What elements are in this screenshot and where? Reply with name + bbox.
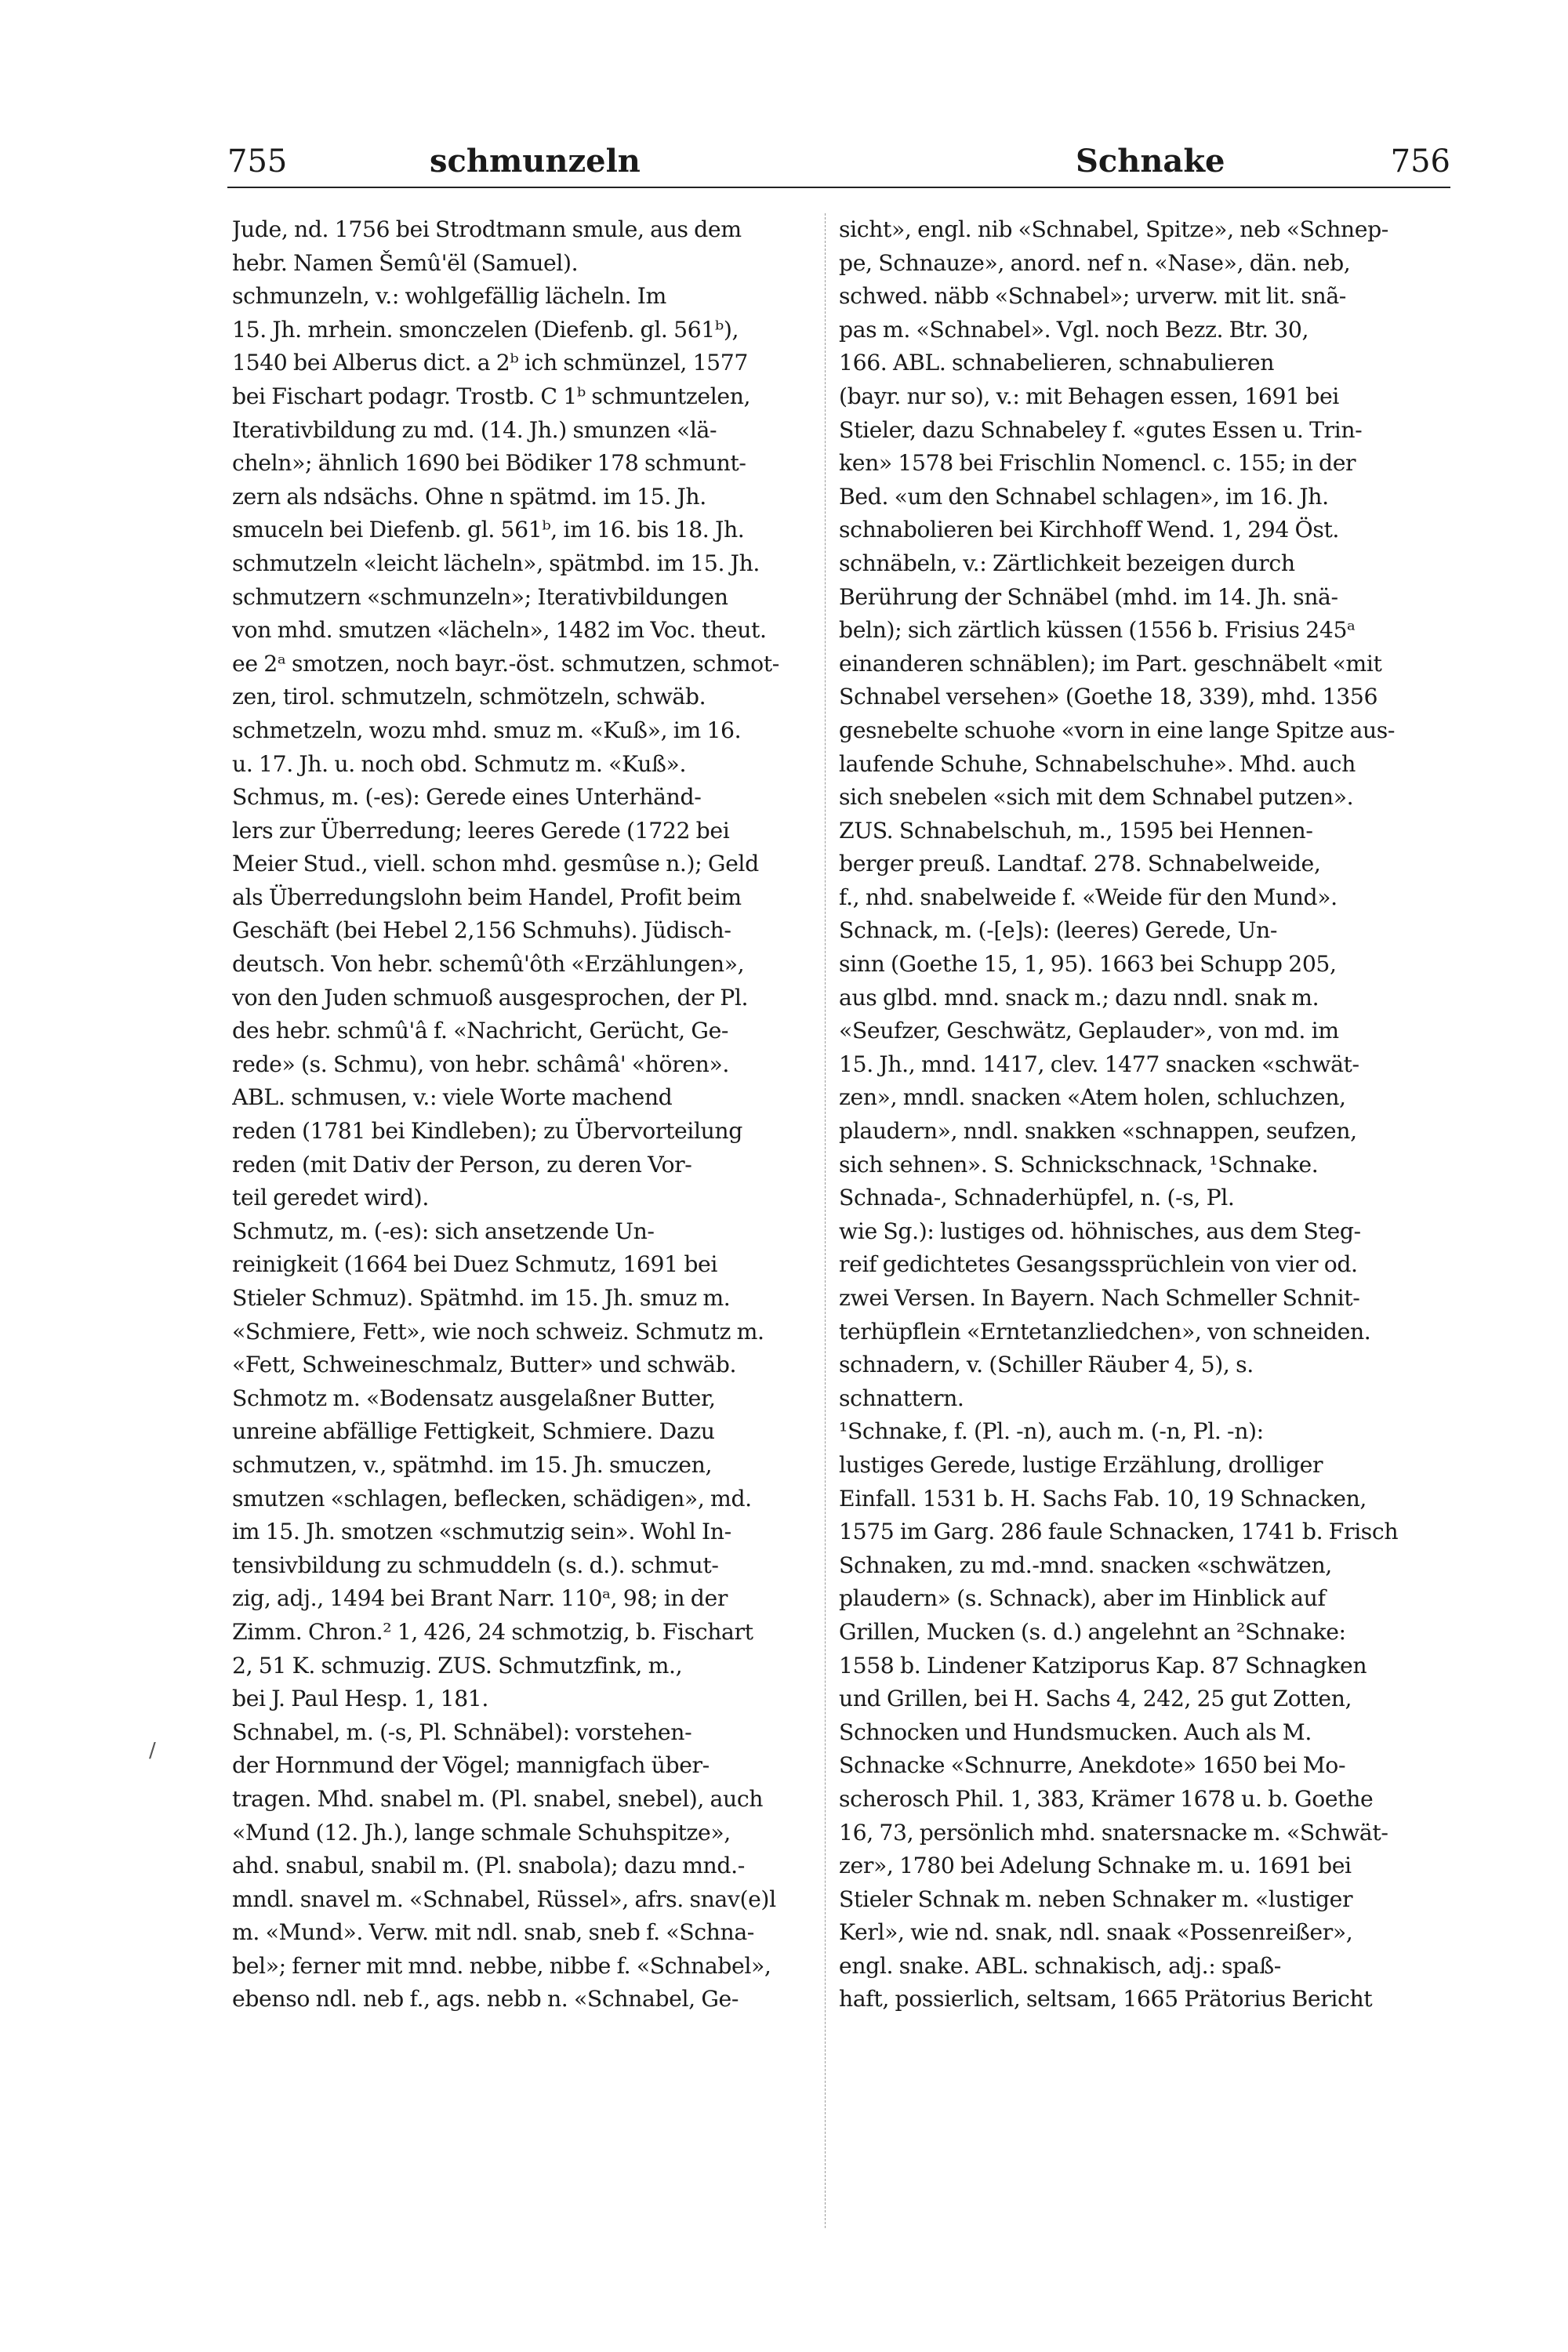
text-line: Stieler Schmuz). Spätmhd. im 15. Jh. smuz m. bbox=[232, 1285, 731, 1311]
text-line: rede» (s. Schmu), von hebr. schâmâ' «hören». bbox=[232, 1051, 729, 1077]
text-line: schmetzeln, wozu mhd. smuz m. «Kuß», im 16. bbox=[232, 717, 742, 743]
text-line: 1540 bei Alberus dict. a 2ᵇ ich schmünzel, 1577 bbox=[232, 350, 748, 376]
text-line: schnadern, v. (Schiller Räuber 4, 5), s. bbox=[839, 1352, 1254, 1378]
text-line: reif gedichtetes Gesangssprüchlein von vier od. bbox=[839, 1251, 1358, 1278]
text-line: 15. Jh. mrhein. smonczelen (Diefenb. gl. 561ᵇ), bbox=[232, 316, 739, 343]
text-line: ken» 1578 bei Frischlin Nomencl. c. 155; in der bbox=[839, 450, 1356, 477]
text-line: pe, Schnauze», anord. nef n. «Nase», dän. neb, bbox=[839, 249, 1351, 276]
text-line: gesnebelte schuohe «vorn in eine lange Spitze aus- bbox=[839, 717, 1396, 743]
text-line: des hebr. schmû'â f. «Nachricht, Gerücht, Ge- bbox=[232, 1018, 729, 1044]
text-line: und Grillen, bei H. Sachs 4, 242, 25 gut Zotten, bbox=[839, 1686, 1352, 1712]
text-line: Meier Stud., viell. schon mhd. gesmûse n.); Geld bbox=[232, 851, 759, 877]
text-line: lustiges Gerede, lustige Erzählung, drolliger bbox=[839, 1451, 1323, 1478]
text-line: zern als ndsächs. Ohne n spätmd. im 15. Jh. bbox=[232, 483, 706, 510]
text-line: Geschäft (bei Hebel 2,156 Schmuhs). Jüdisch- bbox=[232, 917, 731, 944]
text-line: Schnada-, Schnaderhüpfel, n. (-s, Pl. bbox=[839, 1185, 1235, 1211]
text-line: tensivbildung zu schmuddeln (s. d.). schmut- bbox=[232, 1552, 719, 1578]
text-line: einanderen schnäblen); im Part. geschnäbelt «mit bbox=[839, 650, 1382, 677]
left-column bbox=[232, 213, 814, 2016]
text-line: im 15. Jh. smotzen «schmutzig sein». Wohl In- bbox=[232, 1519, 731, 1545]
text-line: Jude, nd. 1756 bei Strodtmann smule, aus dem bbox=[232, 216, 742, 242]
text-line: berger preuß. Landtaf. 278. Schnabelweide, bbox=[839, 851, 1321, 877]
text-line: Schnacke «Schnurre, Anekdote» 1650 bei Mo- bbox=[839, 1752, 1346, 1779]
text-line: zen», mndl. snacken «Atem holen, schluchzen, bbox=[839, 1084, 1346, 1111]
text-line: plaudern», nndl. snakken «schnappen, seufzen, bbox=[839, 1118, 1357, 1145]
text-line: deutsch. Von hebr. schemû'ôth «Erzählungen», bbox=[232, 951, 745, 978]
text-line: ABL. schmusen, v.: viele Worte machend bbox=[232, 1084, 673, 1111]
text-line: ebenso ndl. neb f., ags. nebb n. «Schnabel, Ge- bbox=[232, 1986, 739, 2013]
text-line: 166. ABL. schnabelieren, schnabulieren bbox=[839, 350, 1275, 376]
text-line: schnattern. bbox=[839, 1385, 964, 1411]
text-line: 16, 73, persönlich mhd. snatersnacke m. «Schwät- bbox=[839, 1819, 1388, 1846]
text-line: Schnaken, zu md.-mnd. snacken «schwätzen, bbox=[839, 1552, 1332, 1578]
text-line: terhüpflein «Erntetanzliedchen», von schneiden. bbox=[839, 1318, 1371, 1345]
text-line: Kerl», wie nd. snak, ndl. snaak «Possenreißer», bbox=[839, 1919, 1353, 1946]
text-line: zer», 1780 bei Adelung Schnake m. u. 1691 bei bbox=[839, 1853, 1352, 1879]
text-line: «Schmiere, Fett», wie noch schweiz. Schmutz m. bbox=[232, 1318, 764, 1345]
text-line: zig, adj., 1494 bei Brant Narr. 110ᵃ, 98; in der bbox=[232, 1585, 728, 1612]
text-line: Stieler, dazu Schnabeley f. «gutes Essen u. Trin- bbox=[839, 416, 1363, 443]
text-line: tragen. Mhd. snabel m. (Pl. snabel, snebel), auch bbox=[232, 1785, 764, 1812]
text-line: mndl. snavel m. «Schnabel, Rüssel», afrs. snav(e)l bbox=[232, 1886, 776, 1912]
text-line: schmutzeln «leicht lächeln», spätmbd. im 15. Jh. bbox=[232, 550, 760, 576]
text-line: scherosch Phil. 1, 383, Krämer 1678 u. b. Goethe bbox=[839, 1785, 1374, 1812]
text-line: pas m. «Schnabel». Vgl. noch Bezz. Btr. 30, bbox=[839, 316, 1309, 343]
text-line: Schnocken und Hundsmucken. Auch als M. bbox=[839, 1719, 1312, 1745]
text-line: smutzen «schlagen, beflecken, schädigen», md. bbox=[232, 1485, 752, 1512]
text-line: Iterativbildung zu md. (14. Jh.) smunzen «lä- bbox=[232, 416, 717, 443]
text-line: reinigkeit (1664 bei Duez Schmutz, 1691 bei bbox=[232, 1251, 718, 1278]
text-line: sich snebelen «sich mit dem Schnabel putzen». bbox=[839, 784, 1354, 811]
text-line: Grillen, Mucken (s. d.) angelehnt an ²Schnake: bbox=[839, 1618, 1346, 1645]
text-line: 2, 51 K. schmuzig. ZUS. Schmutzfink, m., bbox=[232, 1652, 683, 1679]
text-line: Schnabel versehen» (Goethe 18, 339), mhd. 1356 bbox=[839, 684, 1378, 710]
text-line: hebr. Namen Šemû'ël (Samuel). bbox=[232, 249, 579, 276]
text-line: ee 2ᵃ smotzen, noch bayr.-öst. schmutzen, schmot- bbox=[232, 650, 779, 677]
text-line: ahd. snabul, snabil m. (Pl. snabola); dazu mnd.- bbox=[232, 1853, 745, 1879]
text-line: teil geredet wird). bbox=[232, 1185, 429, 1211]
text-line: m. «Mund». Verw. mit ndl. snab, sneb f. «Schna- bbox=[232, 1919, 754, 1946]
text-line: von mhd. smutzen «lächeln», 1482 im Voc. theut. bbox=[232, 617, 767, 644]
running-headword-right: Schnake bbox=[1076, 143, 1225, 180]
text-line: sicht», engl. nib «Schnabel, Spitze», neb «Schnep- bbox=[839, 216, 1388, 242]
page-header bbox=[227, 140, 1450, 188]
text-line: haft, possierlich, seltsam, 1665 Prätorius Bericht bbox=[839, 1986, 1373, 2013]
text-line: reden (1781 bei Kindleben); zu Übervorteilung bbox=[232, 1118, 742, 1145]
text-line: «Fett, Schweineschmalz, Butter» und schwäb. bbox=[232, 1352, 737, 1378]
text-line: unreine abfällige Fettigkeit, Schmiere. Dazu bbox=[232, 1418, 715, 1445]
text-line: Zimm. Chron.² 1, 426, 24 schmotzig, b. Fischart bbox=[232, 1618, 753, 1645]
text-line: ¹Schnake, f. (Pl. -n), auch m. (-n, Pl. -n): bbox=[839, 1418, 1264, 1445]
text-line: 15. Jh., mnd. 1417, clev. 1477 snacken «schwät- bbox=[839, 1051, 1359, 1077]
right-column bbox=[839, 213, 1421, 2016]
text-line: zwei Versen. In Bayern. Nach Schmeller Schnit- bbox=[839, 1285, 1360, 1311]
text-line: ZUS. Schnabelschuh, m., 1595 bei Hennen- bbox=[839, 817, 1313, 844]
text-line: wie Sg.): lustiges od. höhnisches, aus dem Steg- bbox=[839, 1218, 1361, 1244]
text-line: Schmutz, m. (-es): sich ansetzende Un- bbox=[232, 1218, 655, 1244]
text-line: als Überredungslohn beim Handel, Profit beim bbox=[232, 884, 742, 910]
column-divider bbox=[825, 213, 826, 2228]
text-line: Stieler Schnak m. neben Schnaker m. «lustiger bbox=[839, 1886, 1353, 1912]
text-line: sich sehnen». S. Schnickschnack, ¹Schnake. bbox=[839, 1151, 1319, 1178]
text-line: schnäbeln, v.: Zärtlichkeit bezeigen durch bbox=[839, 550, 1295, 576]
text-line: (bayr. nur so), v.: mit Behagen essen, 1691 bei bbox=[839, 383, 1339, 409]
text-line: reden (mit Dativ der Person, zu deren Vor- bbox=[232, 1151, 692, 1178]
text-line: Schmus, m. (-es): Gerede eines Unterhänd- bbox=[232, 784, 702, 811]
text-line: bei Fischart podagr. Trostb. C 1ᵇ schmuntzelen, bbox=[232, 383, 751, 409]
text-line: Einfall. 1531 b. H. Sachs Fab. 10, 19 Schnacken, bbox=[839, 1485, 1367, 1512]
page-number-left: 755 bbox=[227, 143, 288, 180]
text-line: schwed. näbb «Schnabel»; urverw. mit lit. snã- bbox=[839, 283, 1346, 310]
text-line: sinn (Goethe 15, 1, 95). 1663 bei Schupp 205, bbox=[839, 951, 1337, 978]
text-line: schmunzeln, v.: wohlgefällig lächeln. Im bbox=[232, 283, 666, 310]
text-line: schmutzern «schmunzeln»; Iterativbildungen bbox=[232, 583, 728, 610]
running-headword-left: schmunzeln bbox=[430, 143, 641, 180]
text-line: Schmotz m. «Bodensatz ausgelaßner Butter, bbox=[232, 1385, 716, 1411]
text-line: «Seufzer, Geschwätz, Geplauder», von md. im bbox=[839, 1018, 1339, 1044]
text-line: aus glbd. mnd. snack m.; dazu nndl. snak m. bbox=[839, 984, 1319, 1011]
text-line: Schnack, m. (-[e]s): (leeres) Gerede, Un- bbox=[839, 917, 1277, 944]
text-line: beln); sich zärtlich küssen (1556 b. Frisius 245ᵃ bbox=[839, 617, 1356, 644]
text-line: u. 17. Jh. u. noch obd. Schmutz m. «Kuß». bbox=[232, 750, 687, 777]
text-line: schmutzen, v., spätmhd. im 15. Jh. smuczen, bbox=[232, 1451, 713, 1478]
text-line: engl. snake. ABL. schnakisch, adj.: spaß- bbox=[839, 1952, 1281, 1979]
text-line: Schnabel, m. (-s, Pl. Schnäbel): vorstehen- bbox=[232, 1719, 692, 1745]
text-line: smuceln bei Diefenb. gl. 561ᵇ, im 16. bis 18. Jh. bbox=[232, 517, 745, 543]
text-line: lers zur Überredung; leeres Gerede (1722 bei bbox=[232, 817, 730, 844]
text-line: cheln»; ähnlich 1690 bei Bödiker 178 schmunt- bbox=[232, 450, 746, 477]
text-line: zen, tirol. schmutzeln, schmötzeln, schwäb. bbox=[232, 684, 706, 710]
text-line: schnabolieren bei Kirchhoff Wend. 1, 294 Öst. bbox=[839, 517, 1340, 543]
text-line: f., nhd. snabelweide f. «Weide für den Mund». bbox=[839, 884, 1338, 910]
text-line: bel»; ferner mit mnd. nebbe, nibbe f. «Schnabel», bbox=[232, 1952, 771, 1979]
text-line: von den Juden schmuoß ausgesprochen, der Pl. bbox=[232, 984, 749, 1011]
text-line: Bed. «um den Schnabel schlagen», im 16. Jh. bbox=[839, 483, 1329, 510]
text-line: «Mund (12. Jh.), lange schmale Schuhspitze», bbox=[232, 1819, 731, 1846]
text-line: 1558 b. Lindener Katziporus Kap. 87 Schnagken bbox=[839, 1652, 1367, 1679]
text-line: Berührung der Schnäbel (mhd. im 14. Jh. snä- bbox=[839, 583, 1338, 610]
text-line: 1575 im Garg. 286 faule Schnacken, 1741 b. Frisch bbox=[839, 1519, 1399, 1545]
text-line: laufende Schuhe, Schnabelschuhe». Mhd. auch bbox=[839, 750, 1356, 777]
page-number-right: 756 bbox=[1390, 143, 1450, 180]
text-line: plaudern» (s. Schnack), aber im Hinblick auf bbox=[839, 1585, 1326, 1612]
margin-mark: / bbox=[149, 1739, 156, 1762]
text-line: der Hornmund der Vögel; mannigfach über- bbox=[232, 1752, 710, 1779]
text-line: bei J. Paul Hesp. 1, 181. bbox=[232, 1686, 488, 1712]
